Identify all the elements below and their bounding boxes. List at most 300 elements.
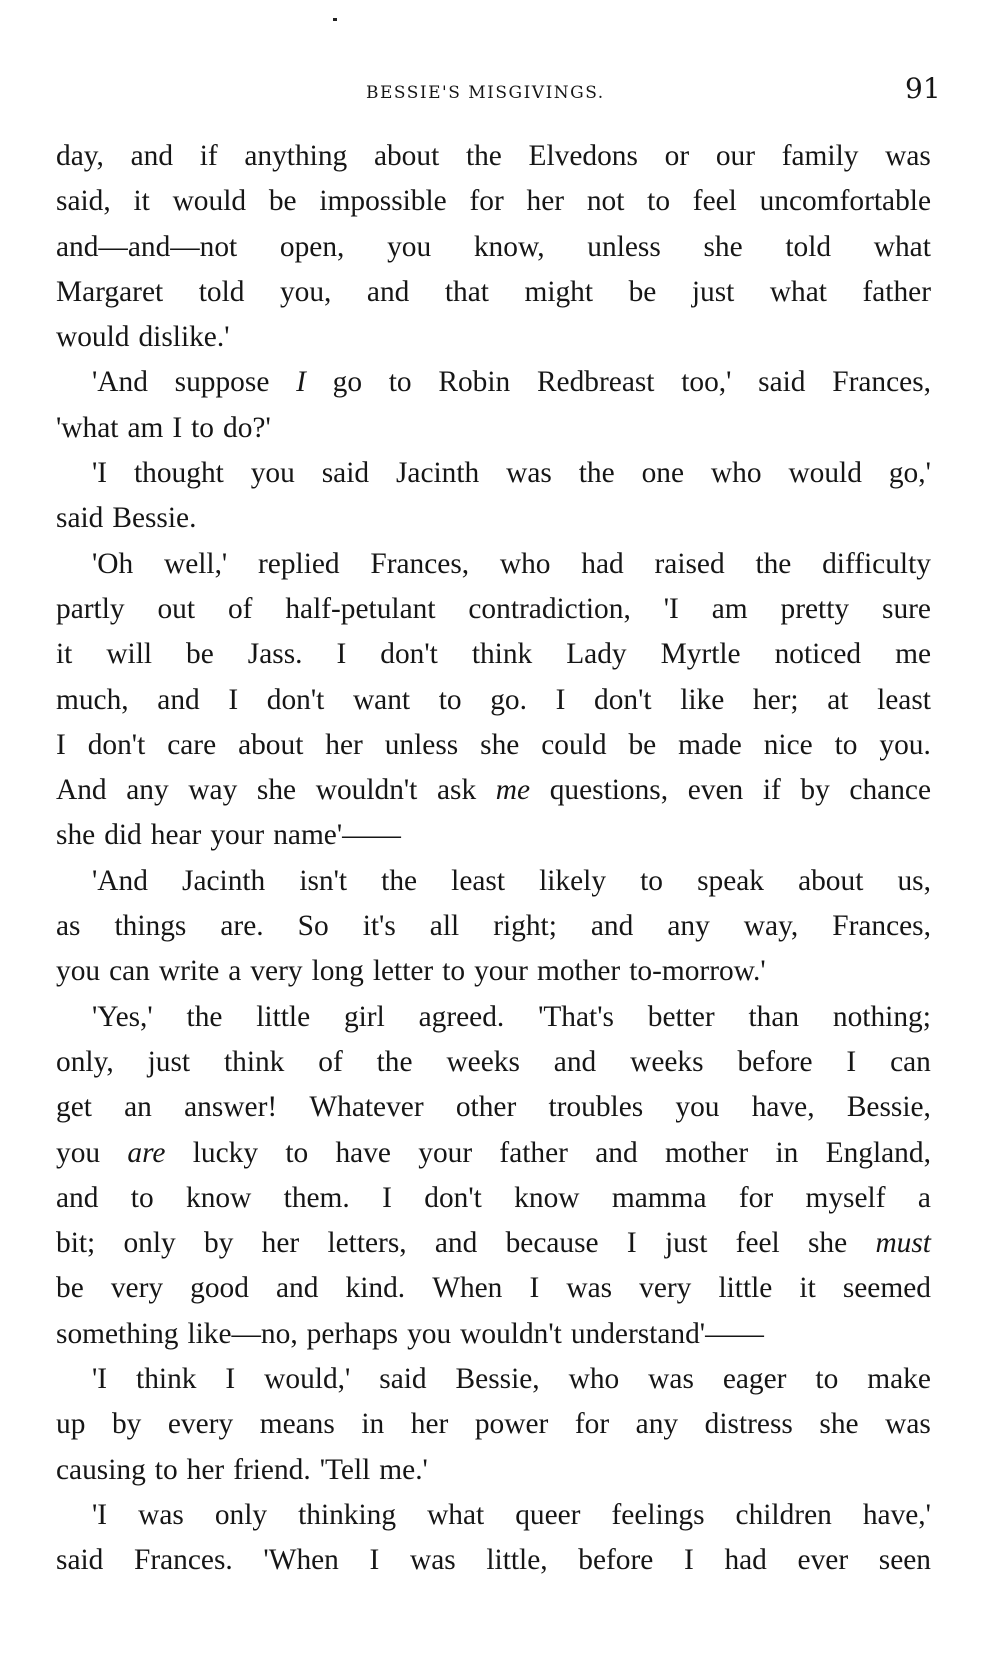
word: what [873,230,931,263]
word: out [157,592,196,625]
word: them. [283,1181,350,1214]
word: England, [825,1136,931,1169]
word: your [210,819,265,852]
word: I [683,1544,694,1577]
word: will [106,638,153,671]
word: friend. [233,1453,311,1486]
word: power [474,1408,549,1441]
word: said [56,502,104,535]
word: 'Yes,' [92,1000,153,1033]
word: I [626,1227,637,1260]
word: be [56,1272,84,1305]
word: replied [258,547,340,580]
word: and [56,1181,99,1214]
word: her [526,185,565,218]
word: father [499,1136,568,1169]
word: write [158,955,220,988]
word: was [138,1498,184,1531]
word: said, [56,185,111,218]
word: us, [897,864,931,897]
text-line [56,1357,931,1402]
word: think [136,1363,197,1396]
word: I [228,683,239,716]
word: any [126,774,169,807]
word: had [724,1544,767,1577]
word: a [917,1181,931,1214]
word: nothing; [832,1000,931,1033]
word: uncomfortable [759,185,931,218]
word: the [465,140,502,172]
word: must [875,1227,931,1260]
word: Frances, [370,547,470,580]
word: isn't [299,864,348,897]
word: can [890,1045,931,1078]
word: 'Tell [319,1453,371,1486]
word: be [628,275,657,308]
word: was [885,140,931,172]
word: of [318,1045,343,1078]
word: dislike.' [138,321,230,354]
text-line [56,949,931,994]
word: are. [220,910,264,943]
word: And [56,774,107,807]
word: to [191,411,215,444]
word: don't [594,683,652,716]
word: don't [87,728,146,761]
word: you [675,1091,720,1124]
text-line [56,1493,931,1538]
word: the [755,547,792,580]
word: would [56,321,130,354]
word: even [687,774,744,807]
word: she [480,728,520,761]
word: know, [473,230,545,263]
word: who [568,1363,620,1396]
word: little [718,1272,773,1305]
word: father [862,275,931,308]
word: am [711,592,748,625]
word: mamma [611,1181,707,1214]
word: her [410,1408,449,1441]
text-line [56,1085,931,1130]
word: unless [587,230,661,263]
word: anything [244,140,348,172]
text-line [56,1402,931,1447]
word: kind. [345,1272,406,1305]
word: least [451,864,506,897]
word: to [834,728,858,761]
word: Bessie, [455,1363,540,1396]
word: hear [150,819,202,852]
word: things [114,910,187,943]
word: better [647,1000,715,1033]
word: day, [56,140,104,172]
word: troubles [548,1091,644,1124]
word: to [154,1453,178,1486]
word: the [376,1045,413,1078]
word: our [715,140,756,172]
word: have,' [862,1498,931,1531]
word: bit; [56,1227,96,1260]
word: little, [486,1544,548,1577]
word: she [807,1227,848,1260]
word: Frances, [832,910,931,943]
word: Lady [566,638,627,671]
word: of [227,592,253,625]
word: was [648,1363,694,1396]
word: any [667,910,710,943]
word: the [186,1000,223,1033]
word: get [56,1091,92,1124]
word: means [259,1408,335,1441]
text-line [56,678,931,723]
word: 'what [56,411,119,444]
word: it [56,638,73,671]
word: care [167,728,217,761]
word: made [678,728,742,761]
text-line [56,315,931,360]
word: had [581,547,624,580]
word: the [578,457,615,490]
word: Jass. [247,638,303,671]
word: to [442,955,466,988]
word: to [647,185,671,218]
text-line [56,632,931,677]
word: right; [493,910,557,943]
word: you [56,1136,101,1169]
word: who [710,457,762,490]
word: her [186,1453,225,1486]
word: for [738,1181,774,1214]
text-line [56,1312,931,1357]
word: don't [380,638,438,671]
word: a [228,955,242,988]
word: not [586,185,625,218]
word: ever [797,1544,849,1577]
word: did [104,819,142,852]
word: difficulty [822,547,931,580]
word: partly [56,592,125,625]
word: weeks [446,1045,520,1078]
text-line [56,995,931,1040]
text-line [56,859,931,904]
word: you [56,955,101,988]
word: Whatever [309,1091,424,1124]
text-line [56,723,931,768]
word: feel [692,185,737,218]
word: 'And [92,864,148,897]
word: So [297,910,329,943]
word: and [276,1272,319,1305]
word: have [335,1136,391,1169]
page-number: 91 [905,72,941,105]
word: When [432,1272,503,1305]
word: thought [134,457,224,490]
word: 'That's [538,1000,614,1033]
word: be [268,185,297,218]
word: only [123,1227,176,1260]
word: speak [697,864,764,897]
word: or [664,140,690,172]
running-head: BESSIE'S MISGIVINGS. [366,83,605,103]
word: as [56,910,81,943]
word: 'I [92,1363,108,1396]
word: way [188,774,238,807]
word: myself [805,1181,886,1214]
word: likely [539,864,607,897]
word: about [373,140,440,172]
word: just [664,1227,708,1260]
text-line [56,587,931,632]
word: long [311,955,364,988]
word: can [109,955,150,988]
word: she [819,1408,859,1441]
text-line [56,1131,931,1176]
word: Frances, [832,366,931,399]
word: it [799,1272,816,1305]
word: feel [735,1227,780,1260]
text-line [56,542,931,587]
word: and [366,275,410,308]
word: don't [424,1181,482,1214]
word: go,' [888,457,931,490]
word: was [506,457,552,490]
word: nice [763,728,813,761]
word: do?' [223,411,271,444]
word: me [895,638,931,671]
word: could [541,728,607,761]
word: very [639,1272,692,1305]
word: me.' [379,1453,428,1486]
word: to [815,1363,839,1396]
word: than [748,1000,800,1033]
text-line [56,768,931,813]
word: her [325,728,363,761]
word: if [762,774,781,807]
word: told [198,275,245,308]
word: her; [752,683,799,716]
word: much, [56,683,129,716]
word: 'I [663,592,679,625]
word: little [256,1000,311,1033]
word: and [434,1227,478,1260]
word: Robin [438,366,511,399]
word: and [157,683,200,716]
word: Jacinth [395,457,480,490]
word: I [225,1363,236,1396]
word: family [781,140,859,172]
word: Redbreast [536,366,655,399]
word: said [379,1363,427,1396]
word: agreed. [418,1000,505,1033]
text-line [56,406,931,451]
page-header [0,72,1000,112]
word: one [641,457,684,490]
word: you [407,1317,452,1350]
word: was [885,1408,931,1441]
word: and [553,1045,597,1078]
word: and [595,1136,638,1169]
word: perhaps [306,1317,399,1350]
word: other [455,1091,517,1124]
word: are [127,1136,166,1169]
word: be [186,638,214,671]
word: would,' [264,1363,351,1396]
word: very [110,1272,164,1305]
word: was [410,1544,456,1577]
word: children [735,1498,832,1531]
word: for [574,1408,610,1441]
word: noticed [774,638,862,671]
text-line [56,813,931,858]
word: I [296,366,306,399]
word: because [505,1227,599,1260]
word: by [800,774,830,807]
word: weeks [630,1045,704,1078]
word: you [250,457,295,490]
text-line [56,904,931,949]
word: eager [722,1363,787,1396]
word: by [111,1408,142,1441]
word: told [785,230,832,263]
word: sure [882,592,931,625]
word: raised [654,547,725,580]
word: said [321,457,370,490]
word: 'I [92,1498,108,1531]
word: something [56,1317,179,1350]
word: just [147,1045,191,1078]
word: to [130,1181,154,1214]
word: Jacinth [182,864,266,897]
word: ask [436,774,477,807]
word: don't [266,683,325,716]
word: your [474,955,528,988]
word: open, [279,230,345,263]
word: think [471,638,533,671]
word: causing [56,1453,146,1486]
word: half-petulant [285,592,436,625]
word: the [381,864,418,897]
word: go [332,366,363,399]
word: want [352,683,411,716]
word: wouldn't [460,1317,562,1350]
word: unless [384,728,459,761]
word: she [703,230,743,263]
word: Bessie. [112,502,197,535]
word: make [867,1363,931,1396]
word: I [846,1045,857,1078]
word: in [775,1136,799,1169]
word: distress [704,1408,793,1441]
word: have, [751,1091,815,1124]
word: wouldn't [315,774,418,807]
word: I [336,638,347,671]
word: contradiction, [468,592,631,625]
word: in [361,1408,385,1441]
word: Elvedons [528,140,638,172]
word: who [499,547,551,580]
word: feelings [611,1498,705,1531]
word: to-morrow.' [629,955,766,988]
word: every [167,1408,234,1441]
word: be [628,728,657,761]
text-line [56,1221,931,1266]
word: would [172,185,247,218]
word: queer [515,1498,581,1531]
word: seen [878,1544,931,1577]
word: mother [664,1136,749,1169]
word: very [250,955,303,988]
word: to [285,1136,309,1169]
word: only, [56,1045,114,1078]
word: to [438,683,462,716]
word: all [429,910,460,943]
word: just [691,275,735,308]
word: you, [279,275,332,308]
text-line [56,134,931,179]
word: understand'—— [570,1317,764,1350]
word: only [214,1498,268,1531]
text-line [56,270,931,315]
word: 'When [263,1544,339,1577]
word: was [566,1272,613,1305]
word: might [524,275,594,308]
word: I [529,1272,540,1305]
word: you. [879,728,931,761]
text-line [56,360,931,405]
word: way, [743,910,799,943]
body-text [56,134,931,1584]
text-line [56,451,931,496]
word: by [204,1227,234,1260]
word: it's [362,910,396,943]
word: I [369,1544,380,1577]
word: about [238,728,304,761]
word: I [382,1181,392,1214]
word: answer! [184,1091,278,1124]
word: Myrtle [660,638,741,671]
word: know [514,1181,580,1214]
word: Frances. [134,1544,233,1577]
word: your [418,1136,473,1169]
word: go. [490,683,527,716]
word: to [388,366,412,399]
text-line [56,1176,931,1221]
word: to [640,864,663,897]
word: if [199,140,218,172]
word: like [680,683,725,716]
word: that [444,275,489,308]
word: up [56,1408,86,1441]
word: least [877,683,931,716]
word: mother [536,955,621,988]
word: she [56,819,96,852]
word: questions, [549,774,669,807]
print-speck [333,18,337,21]
word: think [223,1045,285,1078]
word: letter [372,955,434,988]
word: 'Oh [92,547,134,580]
text-line [56,225,931,270]
word: name'—— [273,819,401,852]
word: for [469,185,504,218]
text-line [56,1040,931,1085]
word: 'And [92,366,148,399]
word: said [56,1544,104,1577]
word: seemed [842,1272,931,1305]
word: at [827,683,849,716]
word: impossible [319,185,447,218]
